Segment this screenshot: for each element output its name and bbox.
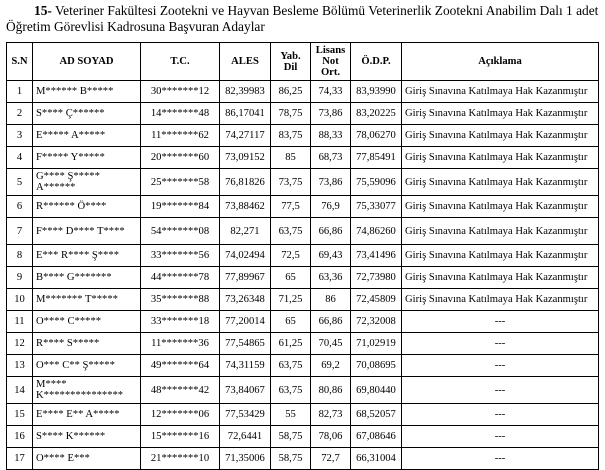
cell-tc: 54*******08 [141,218,220,245]
cell-odp: 75,33077 [351,196,402,218]
table-row [7,377,599,404]
cell-sn: 17 [7,448,33,470]
cell-sn: 2 [7,103,33,125]
col-header-sn: S.N [7,43,33,81]
cell-description: Giriş Sınavına Katılmaya Hak Kazanmıştır [402,147,599,169]
applicants-table [6,42,599,470]
cell-description: --- [402,333,599,355]
cell-ales: 71,35006 [220,448,271,470]
table-row [7,103,599,125]
cell-odp: 78,06270 [351,125,402,147]
cell-tc: 19*******84 [141,196,220,218]
col-header-name: AD SOYAD [33,43,141,81]
cell-sn: 3 [7,125,33,147]
cell-ales: 73,26348 [220,289,271,311]
cell-odp: 83,93990 [351,81,402,103]
cell-ales: 73,88462 [220,196,271,218]
table-row [7,196,599,218]
table-row [7,245,599,267]
cell-tc: 11*******36 [141,333,220,355]
table-row [7,333,599,355]
cell-ales: 77,89967 [220,267,271,289]
heading-line-1 [6,3,602,19]
cell-name: M****** B***** [33,81,141,103]
cell-description: Giriş Sınavına Katılmaya Hak Kazanmıştır [402,196,599,218]
cell-description: --- [402,311,599,333]
cell-description: Giriş Sınavına Katılmaya Hak Kazanmıştır [402,125,599,147]
cell-name: M******* T***** [33,289,141,311]
heading-text-1: Veteriner Fakültesi Zootekni ve Hayvan Besleme Bölümü Veterinerlik Zootekni Anabilim Dalı 1 adet [54,3,599,18]
cell-description: Giriş Sınavına Katılmaya Hak Kazanmıştır [402,245,599,267]
cell-license-gpa: 78,06 [311,426,351,448]
cell-tc: 30*******12 [141,81,220,103]
cell-sn: 12 [7,333,33,355]
cell-ales: 77,54865 [220,333,271,355]
table-row [7,311,599,333]
cell-license-gpa: 69,43 [311,245,351,267]
cell-foreign-language: 86,25 [271,81,311,103]
cell-ales: 76,81826 [220,169,271,196]
cell-license-gpa: 73,86 [311,103,351,125]
col-header-foreign-language: Yab. Dil [271,43,311,81]
cell-odp: 77,85491 [351,147,402,169]
cell-description: Giriş Sınavına Katılmaya Hak Kazanmıştır [402,169,599,196]
cell-sn: 14 [7,377,33,404]
cell-name: E*** R**** Ş**** [33,245,141,267]
cell-odp: 66,31004 [351,448,402,470]
cell-ales: 77,20014 [220,311,271,333]
cell-foreign-language: 78,75 [271,103,311,125]
cell-odp: 72,32008 [351,311,402,333]
cell-name: R**** S***** [33,333,141,355]
cell-sn: 6 [7,196,33,218]
cell-tc: 12*******06 [141,404,220,426]
cell-description: --- [402,377,599,404]
table-row [7,448,599,470]
table-row [7,218,599,245]
table-row [7,404,599,426]
cell-sn: 15 [7,404,33,426]
cell-name: E**** E** A***** [33,404,141,426]
cell-tc: 15*******16 [141,426,220,448]
col-header-tc: T.C. [141,43,220,81]
cell-ales: 74,31159 [220,355,271,377]
cell-sn: 5 [7,169,33,196]
cell-license-gpa: 86 [311,289,351,311]
col-header-ales: ALES [220,43,271,81]
cell-license-gpa: 80,86 [311,377,351,404]
cell-tc: 33*******56 [141,245,220,267]
cell-ales: 77,53429 [220,404,271,426]
cell-foreign-language: 61,25 [271,333,311,355]
cell-foreign-language: 72,5 [271,245,311,267]
cell-tc: 35*******88 [141,289,220,311]
cell-foreign-language: 58,75 [271,448,311,470]
cell-license-gpa: 68,73 [311,147,351,169]
cell-license-gpa: 74,33 [311,81,351,103]
cell-ales: 73,84067 [220,377,271,404]
cell-name: R****** Ö**** [33,196,141,218]
cell-ales: 82,39983 [220,81,271,103]
cell-description: --- [402,355,599,377]
cell-odp: 75,59096 [351,169,402,196]
page-heading [6,3,602,34]
table-row [7,267,599,289]
table-row [7,81,599,103]
cell-odp: 83,20225 [351,103,402,125]
cell-tc: 48*******42 [141,377,220,404]
cell-sn: 9 [7,267,33,289]
cell-tc: 21*******10 [141,448,220,470]
cell-foreign-language: 55 [271,404,311,426]
cell-description: Giriş Sınavına Katılmaya Hak Kazanmıştır [402,289,599,311]
cell-name: S**** K****** [33,426,141,448]
cell-odp: 72,73980 [351,267,402,289]
cell-foreign-language: 77,5 [271,196,311,218]
cell-foreign-language: 85 [271,147,311,169]
cell-license-gpa: 66,86 [311,218,351,245]
cell-odp: 68,52057 [351,404,402,426]
cell-sn: 16 [7,426,33,448]
col-header-description: Açıklama [402,43,599,81]
cell-ales: 74,02494 [220,245,271,267]
cell-name: M**** K*************** [33,377,141,404]
cell-odp: 70,08695 [351,355,402,377]
cell-description: --- [402,448,599,470]
table-body [7,81,599,470]
cell-license-gpa: 66,86 [311,311,351,333]
cell-sn: 8 [7,245,33,267]
table-row [7,125,599,147]
cell-name: O**** E*** [33,448,141,470]
cell-foreign-language: 58,75 [271,426,311,448]
col-header-odp: Ö.D.P. [351,43,402,81]
cell-odp: 74,86260 [351,218,402,245]
cell-description: --- [402,404,599,426]
cell-license-gpa: 88,33 [311,125,351,147]
table-row [7,289,599,311]
cell-description: --- [402,426,599,448]
cell-tc: 11*******62 [141,125,220,147]
cell-name: O**** C***** [33,311,141,333]
cell-tc: 44*******78 [141,267,220,289]
cell-sn: 13 [7,355,33,377]
cell-ales: 82,271 [220,218,271,245]
cell-ales: 73,09152 [220,147,271,169]
cell-foreign-language: 83,75 [271,125,311,147]
cell-odp: 69,80440 [351,377,402,404]
cell-license-gpa: 73,86 [311,169,351,196]
cell-foreign-language: 63,75 [271,377,311,404]
cell-odp: 67,08646 [351,426,402,448]
cell-name: O*** C** Ş***** [33,355,141,377]
cell-name: S**** Ç****** [33,103,141,125]
cell-foreign-language: 73,75 [271,169,311,196]
cell-tc: 33*******18 [141,311,220,333]
cell-tc: 20*******60 [141,147,220,169]
cell-license-gpa: 76,9 [311,196,351,218]
cell-odp: 73,41496 [351,245,402,267]
table-header-row [7,43,599,81]
table-row [7,426,599,448]
cell-foreign-language: 65 [271,311,311,333]
cell-name: B**** G******* [33,267,141,289]
cell-name: G**** Ş***** A****** [33,169,141,196]
cell-odp: 71,02919 [351,333,402,355]
cell-sn: 4 [7,147,33,169]
cell-name: F**** D**** T**** [33,218,141,245]
cell-license-gpa: 70,45 [311,333,351,355]
cell-description: Giriş Sınavına Katılmaya Hak Kazanmıştır [402,103,599,125]
cell-ales: 72,6441 [220,426,271,448]
cell-sn: 1 [7,81,33,103]
cell-foreign-language: 63,75 [271,218,311,245]
col-header-license-gpa: Lisans Not Ort. [311,43,351,81]
cell-description: Giriş Sınavına Katılmaya Hak Kazanmıştır [402,218,599,245]
cell-foreign-language: 63,75 [271,355,311,377]
cell-foreign-language: 71,25 [271,289,311,311]
cell-sn: 10 [7,289,33,311]
table-row [7,169,599,196]
cell-ales: 86,17041 [220,103,271,125]
cell-description: Giriş Sınavına Katılmaya Hak Kazanmıştır [402,81,599,103]
cell-tc: 49*******64 [141,355,220,377]
cell-tc: 25*******58 [141,169,220,196]
cell-foreign-language: 65 [271,267,311,289]
cell-sn: 7 [7,218,33,245]
cell-license-gpa: 63,36 [311,267,351,289]
cell-description: Giriş Sınavına Katılmaya Hak Kazanmıştır [402,267,599,289]
cell-license-gpa: 72,7 [311,448,351,470]
cell-name: F***** Y***** [33,147,141,169]
cell-sn: 11 [7,311,33,333]
cell-tc: 14*******48 [141,103,220,125]
heading-number: 15- [34,3,52,18]
cell-name: E***** A***** [33,125,141,147]
heading-line-2: Öğretim Görevlisi Kadrosuna Başvuran Adaylar [6,18,265,34]
table-row [7,355,599,377]
cell-license-gpa: 82,73 [311,404,351,426]
cell-odp: 72,45809 [351,289,402,311]
table-row [7,147,599,169]
cell-ales: 74,27117 [220,125,271,147]
cell-license-gpa: 69,2 [311,355,351,377]
